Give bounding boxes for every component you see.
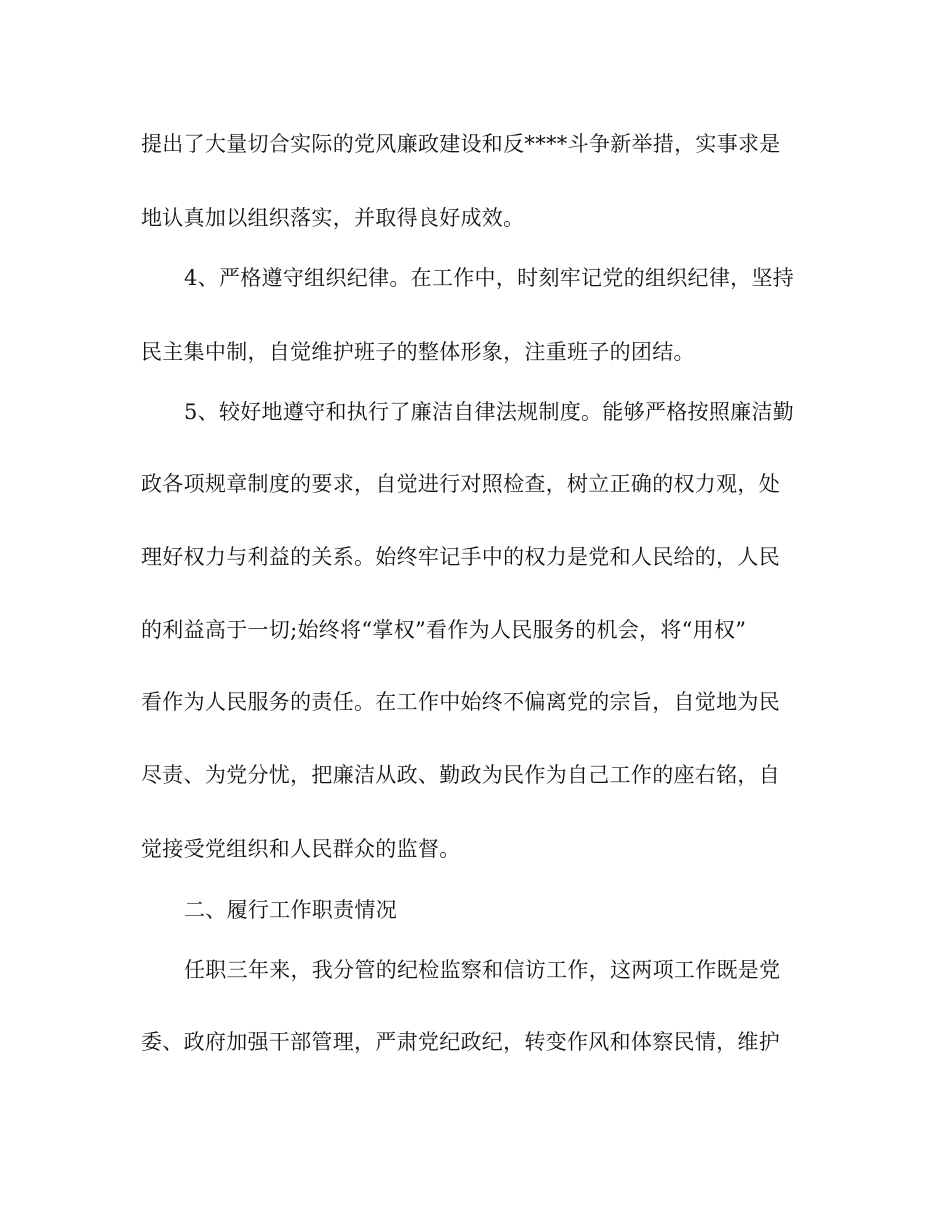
text-line: 地认真加以组织落实，并取得良好成效。 <box>141 206 525 230</box>
text-line: 政各项规章制度的要求，自觉进行对照检查，树立正确的权力观，处 <box>141 472 780 496</box>
text-line: 觉接受党组织和人民群众的监督。 <box>141 837 461 861</box>
paragraph-start-line: 4、严格遵守组织纪律。在工作中，时刻牢记党的组织纪律，坚持 <box>184 266 795 290</box>
text-line: 尽责、为党分忧，把廉洁从政、勤政为民作为自己工作的座右铭，自 <box>141 763 780 787</box>
text-line: 提出了大量切合实际的党风廉政建设和反****斗争新举措，实事求是 <box>141 132 781 156</box>
paragraph-start-line: 任职三年来，我分管的纪检监察和信访工作，这两项工作既是党 <box>184 958 781 982</box>
paragraph-start-line: 5、较好地遵守和执行了廉洁自律法规制度。能够严格按照廉洁勤 <box>184 400 795 424</box>
text-line: 的利益高于一切;始终将“掌权”看作为人民服务的机会，将“用权” <box>141 618 747 642</box>
text-line: 看作为人民服务的责任。在工作中始终不偏离党的宗旨，自觉地为民 <box>141 690 780 714</box>
text-line: 委、政府加强干部管理，严肃党纪政纪，转变作风和体察民情，维护 <box>141 1030 780 1054</box>
section-heading: 二、履行工作职责情况 <box>184 898 397 922</box>
text-line: 理好权力与利益的关系。始终牢记手中的权力是党和人民给的，人民 <box>141 545 780 569</box>
text-line: 民主集中制，自觉维护班子的整体形象，注重班子的团结。 <box>141 340 695 364</box>
